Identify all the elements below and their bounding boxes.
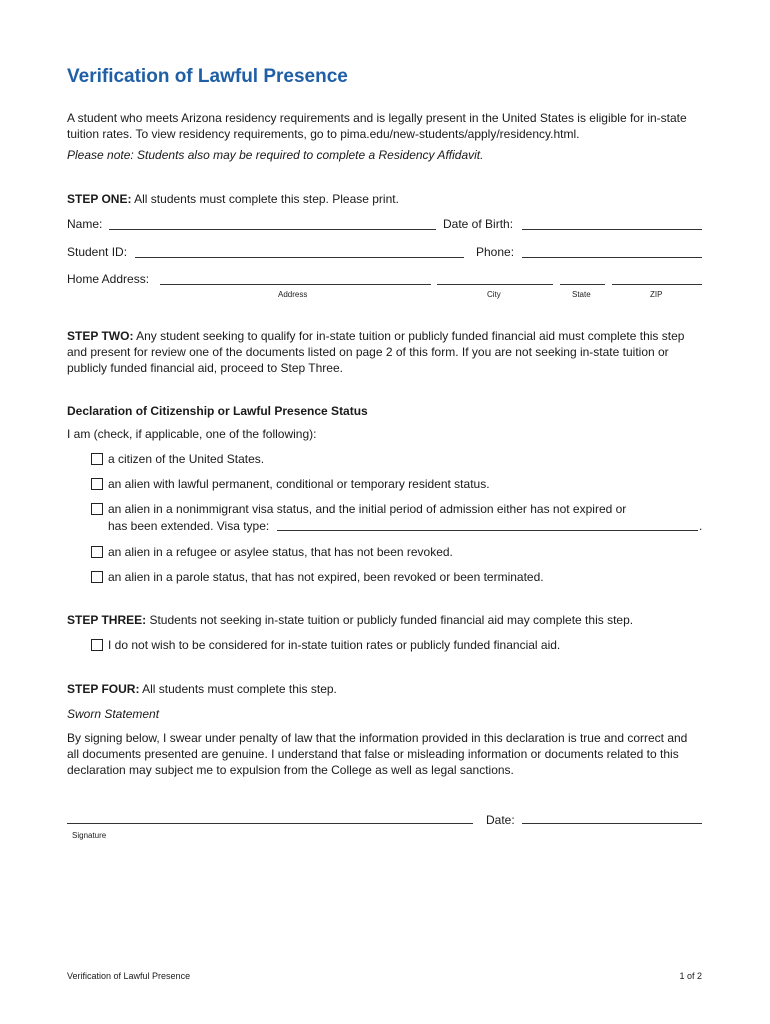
parole-checkbox[interactable] xyxy=(91,571,103,583)
intro-line-1: A student who meets Arizona residency requirements and is legally present in the United States is eligible for in-state xyxy=(67,111,687,125)
nonimmigrant-visa-option-label: an alien in a nonimmigrant visa status, and the initial period of admission either has not expired or xyxy=(108,502,627,516)
home-address-label: Home Address: xyxy=(67,272,150,286)
name-field[interactable] xyxy=(109,229,436,230)
page-number: 1 of 2 xyxy=(679,971,702,981)
sworn-statement-heading: Sworn Statement xyxy=(67,707,160,721)
date-label: Date: xyxy=(486,813,515,827)
signature-sublabel: Signature xyxy=(72,831,107,840)
nonimmigrant-visa-checkbox[interactable] xyxy=(91,503,103,515)
citizen-checkbox[interactable] xyxy=(91,453,103,465)
dob-label: Date of Birth: xyxy=(443,217,514,231)
address-sublabel: Address xyxy=(278,290,308,299)
visa-type-field[interactable] xyxy=(277,530,698,531)
zip-sublabel: ZIP xyxy=(650,290,663,299)
declaration-instruction: I am (check, if applicable, one of the following): xyxy=(67,427,317,441)
state-sublabel: State xyxy=(572,290,591,299)
step-one-heading: STEP ONE: xyxy=(67,192,132,206)
dob-field[interactable] xyxy=(522,229,702,230)
signature-field[interactable] xyxy=(67,823,473,824)
student-id-label: Student ID: xyxy=(67,245,128,259)
step-three-description: Students not seeking in-state tuition or publicly funded financial aid may complete this step. xyxy=(149,613,634,627)
step-two-line-1 xyxy=(67,328,684,344)
phone-field[interactable] xyxy=(522,257,702,258)
refugee-asylee-checkbox[interactable] xyxy=(91,546,103,558)
refugee-asylee-option-label: an alien in a refugee or asylee status, that has not been revoked. xyxy=(108,545,453,559)
phone-label: Phone: xyxy=(476,245,515,259)
step-two-line-1-text: Any student seeking to qualify for in-state tuition or publicly funded financial aid must complete this step xyxy=(136,329,685,343)
city-field[interactable] xyxy=(437,284,553,285)
citizen-option-label: a citizen of the United States. xyxy=(108,452,265,466)
permanent-resident-checkbox[interactable] xyxy=(91,478,103,490)
decline-in-state-option-label: I do not wish to be considered for in-state tuition rates or publicly funded financial aid. xyxy=(108,638,561,652)
step-four-text xyxy=(67,681,337,697)
state-field[interactable] xyxy=(560,284,605,285)
declaration-heading: Declaration of Citizenship or Lawful Presence Status xyxy=(67,404,368,418)
sworn-line-2: all documents presented are genuine. I understand that false or misleading information or documents related to this xyxy=(67,747,679,761)
address-field[interactable] xyxy=(160,284,431,285)
name-label: Name: xyxy=(67,217,103,231)
sworn-line-3: declaration may subject me to expulsion from the College as well as legal sanctions. xyxy=(67,763,514,777)
visa-type-period: . xyxy=(699,519,703,533)
footer-title: Verification of Lawful Presence xyxy=(67,971,191,981)
step-four-heading: STEP FOUR: xyxy=(67,682,140,696)
step-four-description: All students must complete this step. xyxy=(142,682,337,696)
parole-option-label: an alien in a parole status, that has not expired, been revoked or been terminated. xyxy=(108,570,544,584)
step-two-line-3: publicly funded financial aid, proceed to Step Three. xyxy=(67,361,343,375)
date-field[interactable] xyxy=(522,823,702,824)
intro-line-2: tuition rates. To view residency requirements, go to pima.edu/new-students/apply/residency.html. xyxy=(67,127,580,141)
sworn-line-1: By signing below, I swear under penalty of law that the information provided in this declaration is true and correct and xyxy=(67,731,688,745)
step-three-text xyxy=(67,612,633,628)
intro-note: Please note: Students also may be required to complete a Residency Affidavit. xyxy=(67,148,484,162)
step-one-text xyxy=(67,191,399,207)
step-one-description: All students must complete this step. Please print. xyxy=(134,192,399,206)
city-sublabel: City xyxy=(487,290,501,299)
page-title: Verification of Lawful Presence xyxy=(67,66,348,87)
decline-in-state-checkbox[interactable] xyxy=(91,639,103,651)
permanent-resident-option-label: an alien with lawful permanent, conditional or temporary resident status. xyxy=(108,477,490,491)
zip-field[interactable] xyxy=(612,284,702,285)
step-three-heading: STEP THREE: xyxy=(67,613,147,627)
visa-type-label: has been extended. Visa type: xyxy=(108,519,270,533)
step-two-heading: STEP TWO: xyxy=(67,329,134,343)
step-two-line-2: and present for review one of the documents listed on page 2 of this form. If you are not seeking in-state tuition or xyxy=(67,345,669,359)
student-id-field[interactable] xyxy=(135,257,464,258)
